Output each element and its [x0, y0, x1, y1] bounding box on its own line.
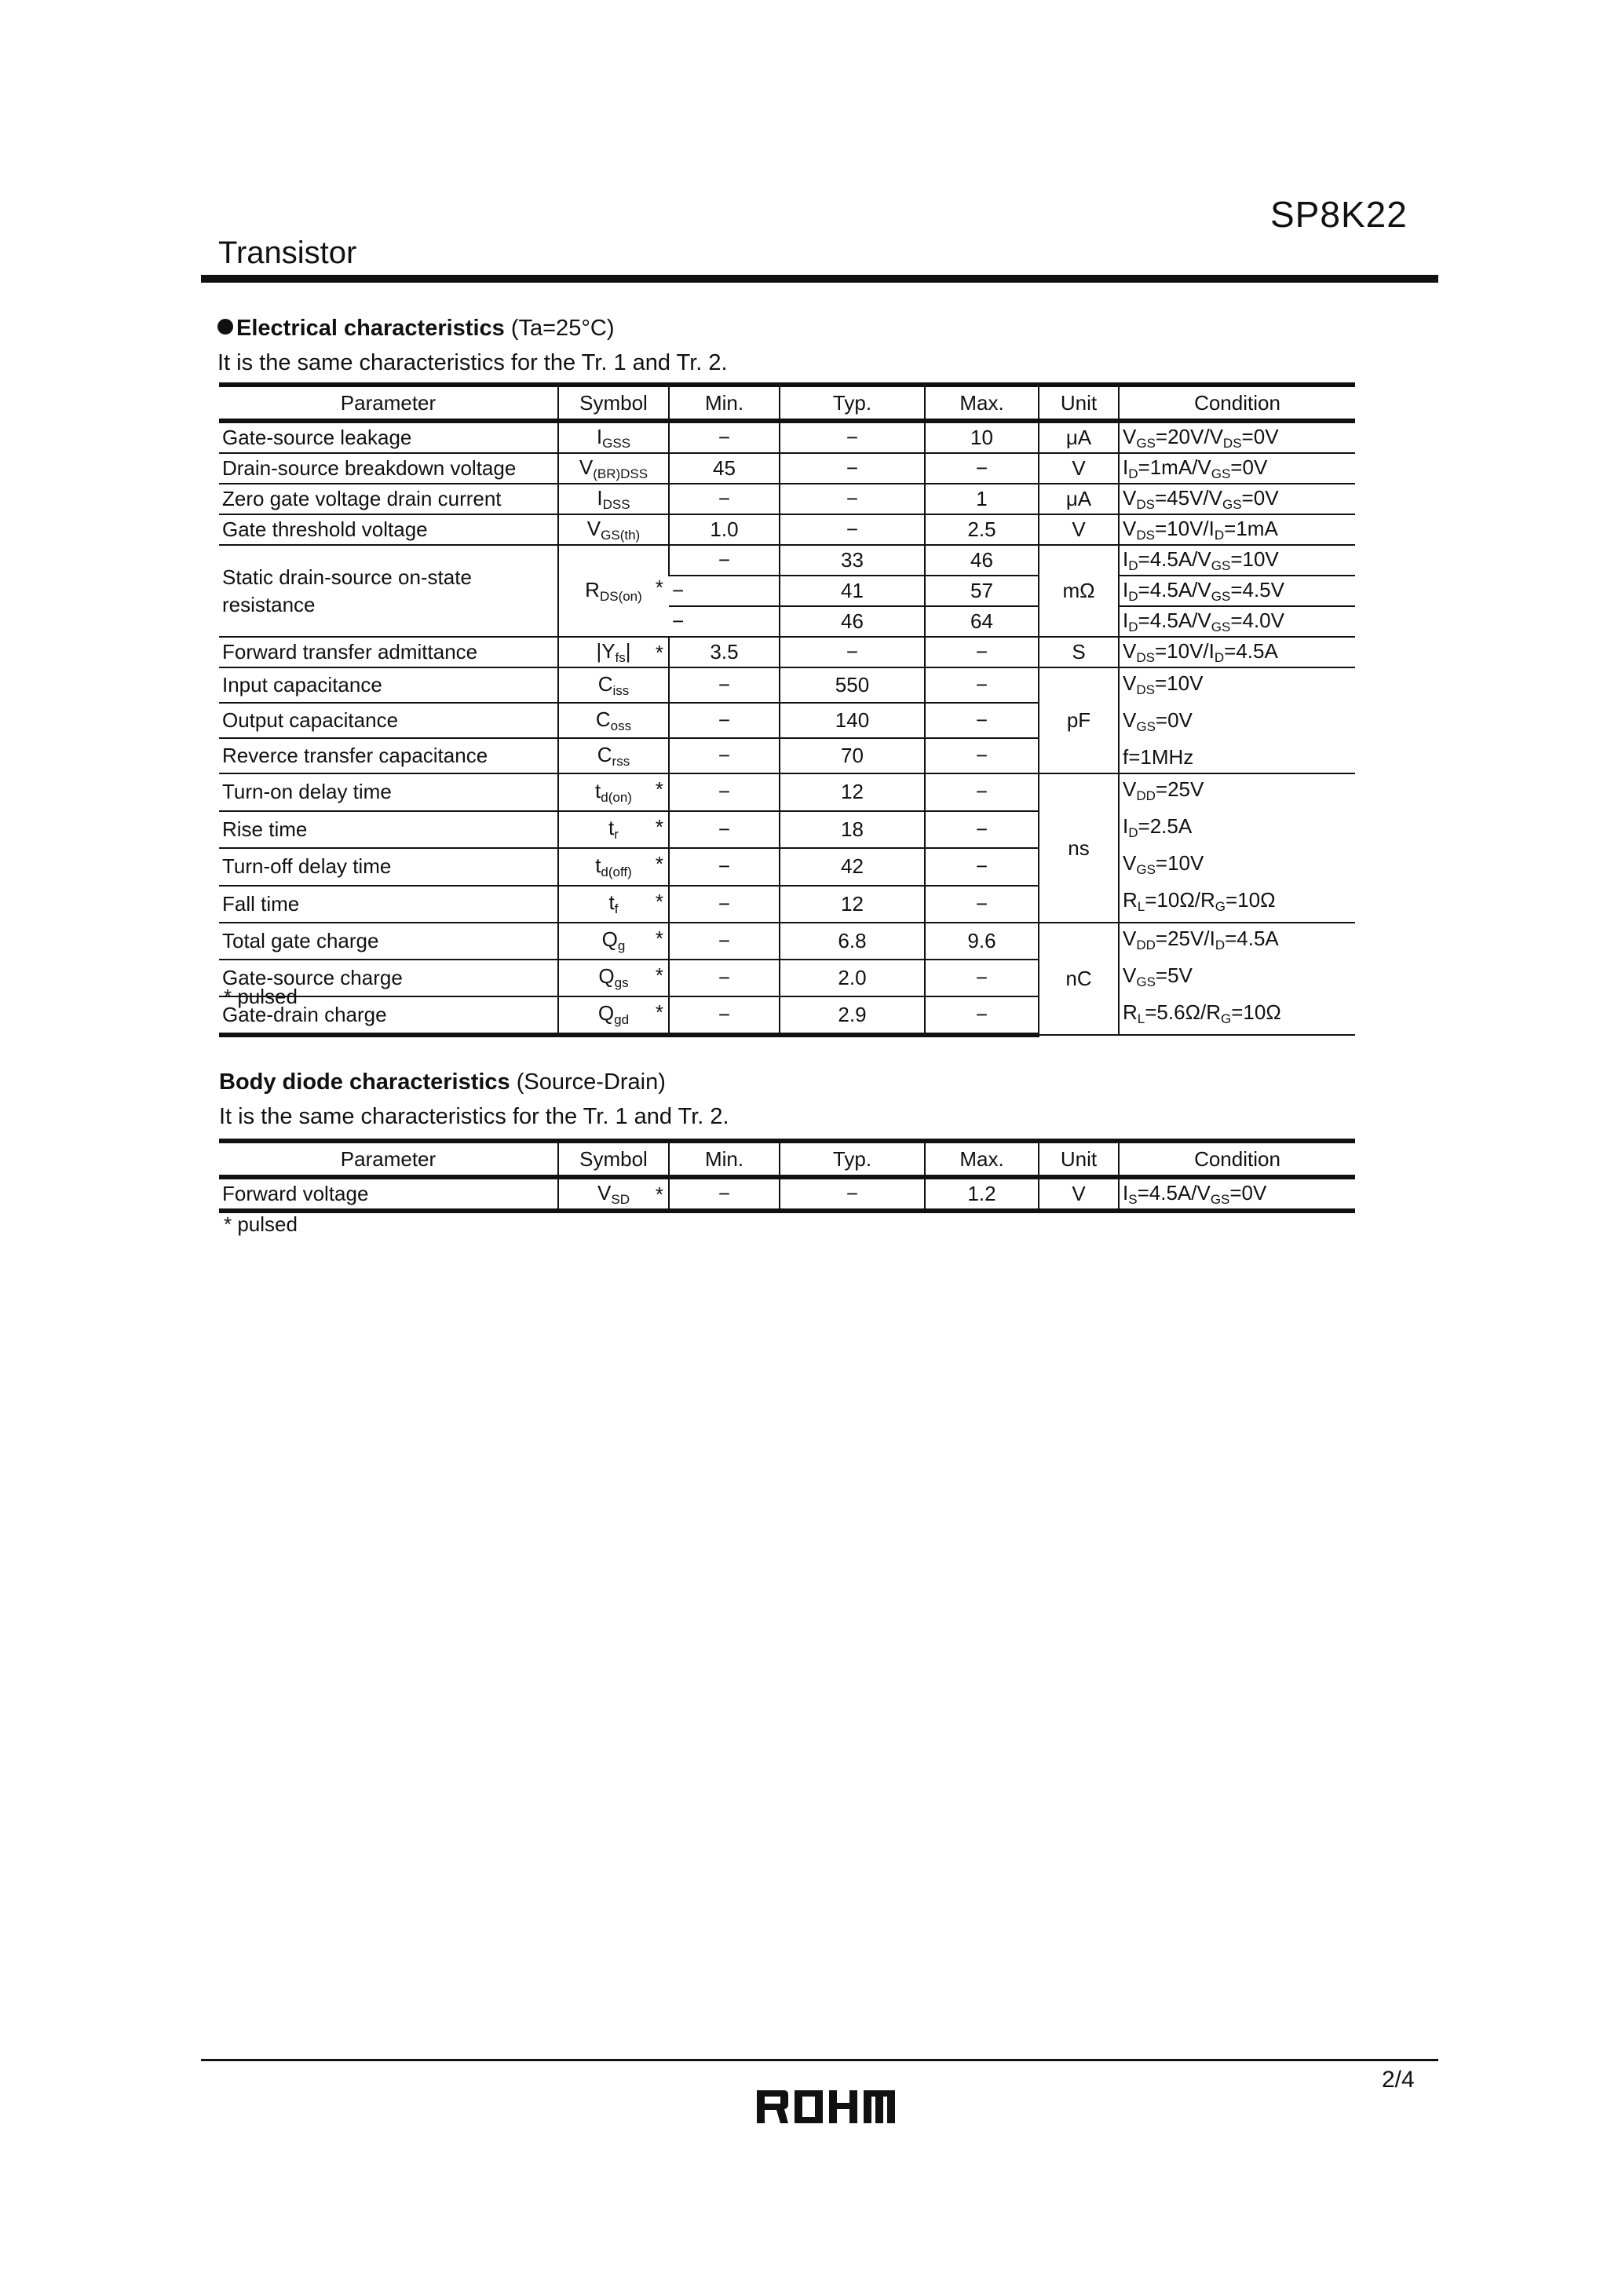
max-cell: 1.2 [925, 1177, 1039, 1211]
table-header-row [219, 385, 1355, 421]
min-cell: 1.0 [669, 514, 780, 545]
typ-cell: 18 [780, 811, 925, 849]
param-cell: Reverce transfer capacitance [219, 738, 558, 773]
min-cell: 3.5 [669, 637, 780, 667]
electrical-characteristics-table [219, 382, 1355, 1037]
min-cell: − [669, 421, 780, 453]
col-typ: Typ. [780, 1141, 925, 1177]
symbol-cell: $Q_g$ * [558, 923, 669, 960]
max-cell: − [925, 453, 1039, 484]
max-cell: − [925, 773, 1039, 811]
col-parameter: Parameter [219, 385, 558, 421]
typ-cell: 46 [780, 606, 925, 637]
typ-cell: − [780, 514, 925, 545]
typ-cell: − [780, 484, 925, 514]
condition-cell: $V_{DS}=10V/I_D=1mA$ [1119, 514, 1355, 545]
unit-cell: mΩ [1039, 545, 1119, 637]
param-cell: Static drain-source on-state resistance [219, 545, 558, 637]
col-symbol: Symbol [558, 1141, 669, 1177]
typ-cell: 33 [780, 545, 925, 576]
col-typ: Typ. [780, 385, 925, 421]
param-cell: Gate-drain charge [219, 996, 558, 1035]
symbol-cell: $R_{DS(on)}$ * [558, 545, 669, 637]
min-cell: 45 [669, 453, 780, 484]
max-cell: 9.6 [925, 923, 1039, 960]
param-cell: Input capacitance [219, 667, 558, 703]
typ-cell: 6.8 [780, 923, 925, 960]
max-cell: − [925, 848, 1039, 886]
param-cell: Forward transfer admittance [219, 637, 558, 667]
rohm-logo [755, 2089, 897, 2129]
max-cell: − [925, 996, 1039, 1035]
header-divider [201, 275, 1438, 283]
min-cell: − [669, 773, 780, 811]
col-unit: Unit [1039, 385, 1119, 421]
table-row [219, 545, 1355, 576]
col-parameter: Parameter [219, 1141, 558, 1177]
col-condition: Condition [1119, 385, 1355, 421]
symbol-cell: $Q_{gs}$ * [558, 960, 669, 996]
typ-cell: 70 [780, 738, 925, 773]
symbol-cell: $V_{SD}$ * [558, 1177, 669, 1211]
table-row [219, 637, 1355, 667]
param-cell: Total gate charge [219, 923, 558, 960]
table-row [219, 773, 1355, 811]
param-cell: Forward voltage [219, 1177, 558, 1211]
electrical-section-subtitle: It is the same characteristics for the Tr. 1 and Tr. 2. [217, 350, 728, 375]
min-cell: − [669, 848, 780, 886]
body-diode-section-title: Body diode characteristics (Source-Drain) [219, 1069, 666, 1095]
col-max: Max. [925, 1141, 1039, 1177]
rohm-logo-graphic [755, 2089, 897, 2125]
symbol-cell: $I_{DSS}$ [558, 484, 669, 514]
typ-cell: 2.0 [780, 960, 925, 996]
table-row [219, 421, 1355, 453]
typ-cell: − [780, 453, 925, 484]
typ-cell: 42 [780, 848, 925, 886]
table-row [219, 453, 1355, 484]
param-cell: Turn-off delay time [219, 848, 558, 886]
min-cell: − [669, 738, 780, 773]
col-condition: Condition [1119, 1141, 1355, 1177]
part-number: SP8K22 [1270, 194, 1408, 235]
param-cell: Output capacitance [219, 703, 558, 738]
param-cell: Gate-source charge [219, 960, 558, 996]
max-cell: − [925, 667, 1039, 703]
max-cell: − [925, 811, 1039, 849]
param-cell: Gate-source leakage [219, 421, 558, 453]
max-cell: 57 [925, 576, 1039, 606]
document-category: Transistor [218, 236, 357, 270]
page-number: 2/4 [1382, 2067, 1415, 2093]
typ-cell: 41 [780, 576, 925, 606]
pulsed-footnote: * pulsed [224, 1212, 298, 1236]
symbol-cell: $C_{rss}$ [558, 738, 669, 773]
col-max: Max. [925, 385, 1039, 421]
min-cell: − [669, 484, 780, 514]
symbol-cell: $C_{oss}$ [558, 703, 669, 738]
table-row [219, 923, 1355, 960]
col-min: Min. [669, 385, 780, 421]
symbol-cell: $V_{(BR)DSS}$ [558, 453, 669, 484]
condition-cell: $V_{DS}=45V/V_{GS}=0V$ [1119, 484, 1355, 514]
max-cell: − [925, 886, 1039, 923]
min-cell: − [669, 703, 780, 738]
typ-cell: − [780, 421, 925, 453]
min-cell: − [669, 923, 780, 960]
max-cell: − [925, 703, 1039, 738]
min-cell: − [669, 545, 780, 576]
electrical-section-title: Electrical characteristics (Ta=25°C) [217, 316, 615, 342]
max-cell: − [925, 637, 1039, 667]
param-cell: Turn-on delay time [219, 773, 558, 811]
param-cell: Drain-source breakdown voltage [219, 453, 558, 484]
table-row [219, 514, 1355, 545]
typ-cell: − [780, 637, 925, 667]
condition-cell: $V_{DD}=25V$ $I_D=2.5A$ $V_{GS}=10V$ $R_L=10\Omega/R_G=10\Omega$ [1119, 773, 1355, 923]
unit-cell: V [1039, 453, 1119, 484]
unit-cell: μA [1039, 484, 1119, 514]
min-cell: − [669, 606, 780, 637]
table-row [219, 1177, 1355, 1211]
min-cell: − [669, 667, 780, 703]
unit-cell: ns [1039, 773, 1119, 923]
condition-cell: $I_D=4.5A/V_{GS}=4.5V$ [1119, 576, 1355, 606]
symbol-cell: $|Y_{fs}|$ * [558, 637, 669, 667]
typ-cell: 550 [780, 667, 925, 703]
min-cell: − [669, 1177, 780, 1211]
table-row [219, 484, 1355, 514]
condition-cell: $V_{DD}=25V/I_D=4.5A$ $V_{GS}=5V$ $R_L=5.6\Omega/R_G=10\Omega$ [1119, 923, 1355, 1035]
min-cell: − [669, 886, 780, 923]
max-cell: 2.5 [925, 514, 1039, 545]
symbol-cell: $t_f$ * [558, 886, 669, 923]
typ-cell: − [780, 1177, 925, 1211]
max-cell: − [925, 960, 1039, 996]
typ-cell: 140 [780, 703, 925, 738]
condition-cell: $I_D=4.5A/V_{GS}=10V$ [1119, 545, 1355, 576]
symbol-cell: $t_r$ * [558, 811, 669, 849]
condition-cell: $I_D=4.5A/V_{GS}=4.0V$ [1119, 606, 1355, 637]
typ-cell: 12 [780, 886, 925, 923]
symbol-cell: $t_{d(off)}$ * [558, 848, 669, 886]
min-cell: − [669, 811, 780, 849]
unit-cell: V [1039, 1177, 1119, 1211]
pulsed-footnote: * pulsed [224, 985, 298, 1008]
typ-cell: 2.9 [780, 996, 925, 1035]
min-cell: − [669, 996, 780, 1035]
unit-cell: V [1039, 514, 1119, 545]
condition-cell: $I_S=4.5A/V_{GS}=0V$ [1119, 1177, 1355, 1211]
symbol-cell: $Q_{gd}$ * [558, 996, 669, 1035]
max-cell: 46 [925, 545, 1039, 576]
symbol-cell: $I_{GSS}$ [558, 421, 669, 453]
unit-cell: pF [1039, 667, 1119, 773]
table-row [219, 667, 1355, 703]
unit-cell: S [1039, 637, 1119, 667]
table-header-row [219, 1141, 1355, 1177]
max-cell: 64 [925, 606, 1039, 637]
unit-cell: nC [1039, 923, 1119, 1035]
symbol-cell: $t_{d(on)}$ * [558, 773, 669, 811]
condition-cell: $V_{GS}=20V/V_{DS}=0V$ [1119, 421, 1355, 453]
condition-cell: $V_{DS}=10V/I_D=4.5A$ [1119, 637, 1355, 667]
symbol-cell: $V_{GS(th)}$ [558, 514, 669, 545]
col-min: Min. [669, 1141, 780, 1177]
param-cell: Rise time [219, 811, 558, 849]
body-diode-characteristics-table [219, 1139, 1355, 1213]
bullet-icon [217, 319, 233, 335]
min-cell: − [669, 576, 780, 606]
condition-cell: $V_{DS}=10V$ $V_{GS}=0V$ f=1MHz [1119, 667, 1355, 773]
param-cell: Zero gate voltage drain current [219, 484, 558, 514]
footer-divider [201, 2059, 1438, 2061]
param-cell: Gate threshold voltage [219, 514, 558, 545]
unit-cell: μA [1039, 421, 1119, 453]
max-cell: 10 [925, 421, 1039, 453]
max-cell: − [925, 738, 1039, 773]
min-cell: − [669, 960, 780, 996]
condition-cell: $I_D=1mA/V_{GS}=0V$ [1119, 453, 1355, 484]
col-symbol: Symbol [558, 385, 669, 421]
param-cell: Fall time [219, 886, 558, 923]
symbol-cell: $C_{iss}$ [558, 667, 669, 703]
body-diode-section-subtitle: It is the same characteristics for the Tr. 1 and Tr. 2. [219, 1104, 729, 1129]
col-unit: Unit [1039, 1141, 1119, 1177]
max-cell: 1 [925, 484, 1039, 514]
typ-cell: 12 [780, 773, 925, 811]
